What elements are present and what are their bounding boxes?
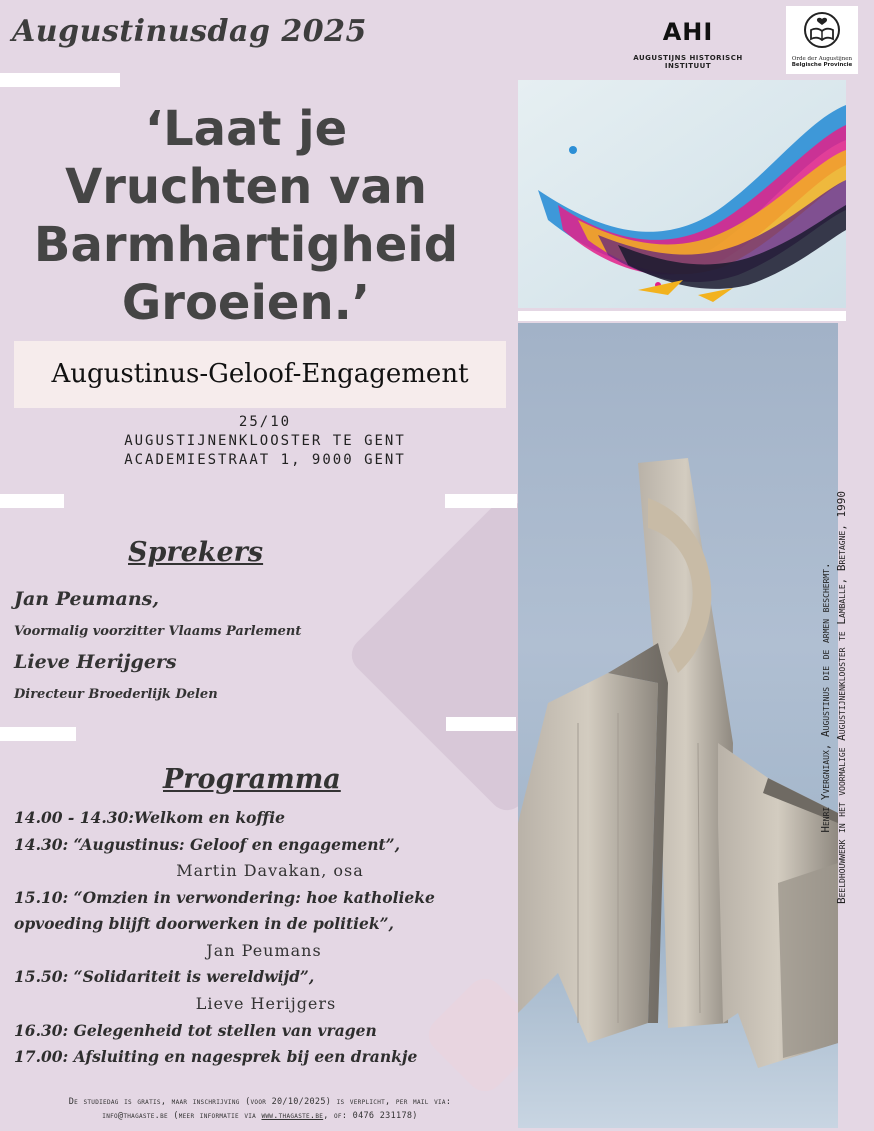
osa-logo-line1: Orde der Augustijnen xyxy=(791,56,853,62)
photo-caption-line: Henri Yvergniaux, Augustinus die de armen beschermt. xyxy=(819,562,832,833)
footer-line: De studiedag is gratis, maar inschrijving (voor 20/10/2025) is verplicht, per mail via: xyxy=(68,1097,452,1107)
main-title-line: Groeien.’ xyxy=(121,275,371,331)
main-title-line: ‘Laat je xyxy=(144,101,348,157)
photo-caption xyxy=(818,300,874,1095)
speaker-role: Voormalig voorzitter Vlaams Parlement xyxy=(14,624,302,639)
decorative-bar xyxy=(445,494,517,508)
decorative-bar xyxy=(0,727,76,741)
paint-swirl-illustration xyxy=(518,80,846,308)
program-speaker: Jan Peumans xyxy=(206,941,322,960)
program-item: 15.10: “Omzien in verwondering: hoe katholieke xyxy=(14,888,435,907)
program-item: 17.00: Afsluiting en nagesprek bij een drankje xyxy=(14,1047,418,1066)
speaker-role: Directeur Broederlijk Delen xyxy=(14,687,218,702)
program-item: 15.50: “Solidariteit is wereldwijd”, xyxy=(14,967,315,986)
website-link[interactable]: www.thagaste.be xyxy=(261,1111,324,1121)
speaker-name: Jan Peumans, xyxy=(14,588,159,610)
osa-logo xyxy=(786,6,858,74)
event-title: Augustinusdag 2025 xyxy=(12,14,367,49)
speakers-heading: Sprekers xyxy=(128,537,264,568)
program-heading: Programma xyxy=(163,764,341,795)
footer-phone-text: , of: 0476 231178) xyxy=(323,1111,418,1121)
decorative-bar xyxy=(0,73,120,87)
decorative-bar xyxy=(0,494,64,508)
osa-logo-line2: Belgische Provincie xyxy=(791,62,853,68)
main-title-line: Barmhartigheid xyxy=(33,217,459,273)
program-item: 16.30: Gelegenheid tot stellen van vragen xyxy=(14,1021,377,1040)
event-date: 25/10 xyxy=(238,414,292,430)
event-address: ACADEMIESTRAAT 1, 9000 GENT xyxy=(124,452,406,468)
program-speaker: Martin Davakan, osa xyxy=(176,861,364,880)
footer-email-text: info@thagaste.be (meer informatie via xyxy=(102,1111,262,1121)
ahi-logo-subtitle: AUGUSTIJNS HISTORISCH INSTITUUT xyxy=(633,54,743,70)
main-title-line: Vruchten van xyxy=(65,159,427,215)
decorative-bar xyxy=(518,311,846,321)
sculpture-illustration xyxy=(518,323,838,1128)
ahi-logo xyxy=(618,18,758,70)
program-item: 14.00 - 14.30:Welkom en koffie xyxy=(14,808,285,827)
ahi-logo-text: AHI xyxy=(662,18,714,46)
program-speaker: Lieve Herijgers xyxy=(195,994,337,1013)
program-item: 14.30: “Augustinus: Geloof en engagement”, xyxy=(14,835,400,854)
speaker-name: Lieve Herijgers xyxy=(14,651,177,673)
main-title xyxy=(0,100,492,332)
subtitle-box: Augustinus-Geloof-Engagement xyxy=(14,341,506,408)
footer-note xyxy=(0,1095,520,1123)
photo-caption-line: Beeldhouwwerk in het voormalige Augustijnenklooster te Lamballe, Bretagne, 1990 xyxy=(835,491,848,905)
event-location: AUGUSTIJNENKLOOSTER TE GENT xyxy=(124,433,406,449)
sculpture-photo xyxy=(518,323,838,1128)
footer-line xyxy=(0,1109,520,1123)
heart-book-icon xyxy=(802,10,842,50)
decorative-bar xyxy=(446,717,516,731)
program-item: opvoeding blijft doorwerken in de politiek”, xyxy=(14,914,394,933)
paint-swirl-image xyxy=(518,80,846,308)
